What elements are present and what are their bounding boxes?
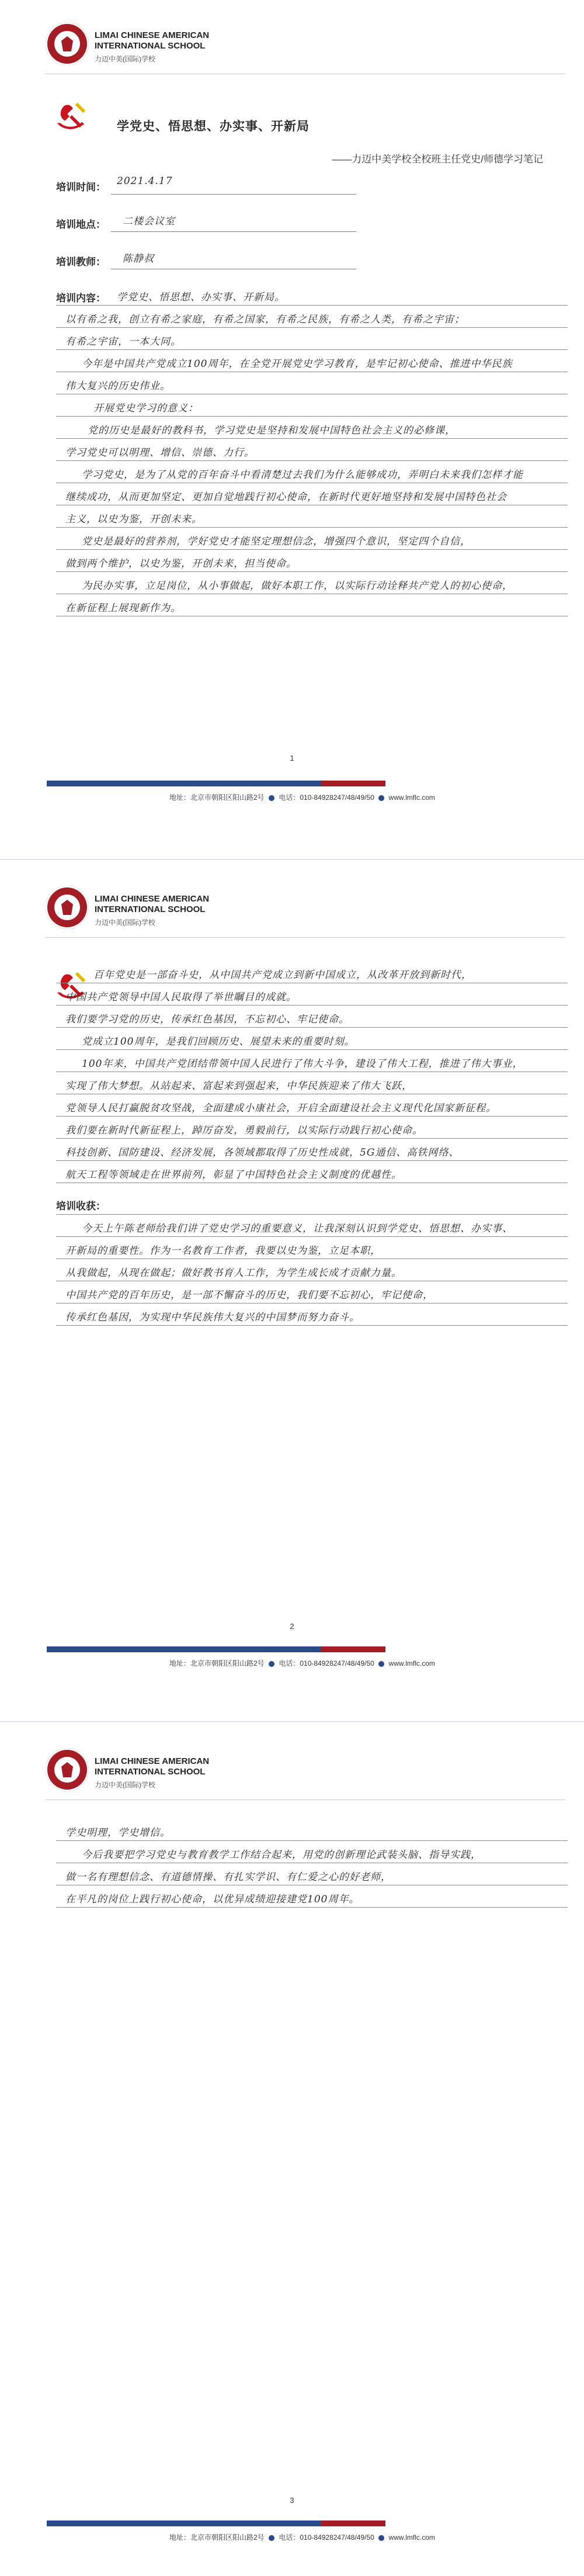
phone-icon: [269, 795, 274, 801]
teacher-value: 陈静叔: [123, 253, 154, 265]
rule: [56, 327, 568, 328]
footer-phone: 电话：010-84928247/48/49/50: [279, 1659, 374, 1667]
p1-line-2: 以有希之我，创立有希之家庭，有希之国家，有希之民族，有希之人类，有希之宇宙；: [65, 314, 465, 325]
phone-icon: [269, 1661, 274, 1667]
footer-accent: [321, 1646, 385, 1652]
school-logo: [46, 886, 89, 929]
footer-address: 地址：北京市朝阳区阳山路2号: [169, 2533, 265, 2542]
time-label: 培训时间：: [56, 182, 106, 193]
school-name-en-1: LIMAI CHINESE AMERICAN: [95, 30, 210, 40]
rule: [56, 438, 568, 439]
p1-line-15: 在新征程上展现新作为。: [65, 602, 181, 614]
rule: [56, 349, 568, 350]
p1-line-4: 今年是中国共产党成立100周年，在全党开展党史学习教育，是牢记初心使命、推进中华民族: [82, 358, 513, 370]
school-name-cn: 力迈中美(国际)学校: [95, 1781, 155, 1789]
p1-line-14: 为民办实事，立足岗位，从小事做起，做好本职工作，以实际行动诠释共产党人的初心使命，: [82, 580, 513, 592]
school-logo: [46, 22, 89, 65]
footer-bar: [47, 781, 321, 786]
harvest-label: 培训收获：: [56, 1201, 106, 1212]
globe-icon: [378, 795, 384, 801]
rule: [56, 1116, 568, 1117]
page-subtitle: ——力迈中美学校全校班主任党史/师德学习笔记: [332, 154, 543, 165]
p1-line-1: 学党史、悟思想、办实事、开新局。: [117, 292, 285, 303]
school-name-en-2: INTERNATIONAL SCHOOL: [95, 1767, 206, 1777]
rule: [56, 1160, 568, 1161]
rule: [56, 1840, 568, 1841]
p1-line-12: 党史是最好的营养剂，学好党史才能坚定理想信念，增强四个意识，坚定四个自信，: [82, 536, 471, 547]
school-name-en-1: LIMAI CHINESE AMERICAN: [95, 1756, 210, 1766]
p1-line-9: 学习党史，是为了从党的百年奋斗中看清楚过去我们为什么能够成功，弄明白未来我们怎样才能: [82, 469, 523, 481]
page-2: [0, 864, 584, 1717]
p3-line-4: 在平凡的岗位上践行初心使命，以优异成绩迎接建党100周年。: [65, 1894, 360, 1905]
school-name-en-1: LIMAI CHINESE AMERICAN: [95, 894, 210, 904]
footer-accent: [321, 2520, 385, 2526]
footer-info: [169, 2532, 435, 2542]
page-number-3: 3: [290, 2496, 294, 2505]
school-logo: [46, 1748, 89, 1791]
footer-bar: [47, 2520, 321, 2526]
p2-harvest-5: 传承红色基因，为实现中华民族伟大复兴的中国梦而努力奋斗。: [65, 1312, 360, 1323]
rule: [56, 416, 568, 417]
footer-bar: [47, 1646, 321, 1652]
school-name-cn: 力迈中美(国际)学校: [95, 55, 155, 63]
footer-info: [169, 1658, 435, 1668]
footer-info: [169, 792, 435, 802]
p2-harvest-4: 中国共产党的百年历史，是一部不懈奋斗的历史，我们要不忘初心，牢记使命，: [65, 1289, 433, 1301]
p2-line-4: 党成立100周年，是我们回顾历史、展望未来的重要时刻。: [82, 1036, 355, 1048]
p3-line-2: 今后我要把学习党史与教育教学工作结合起来，用党的创新理论武装头脑、指导实践，: [82, 1849, 481, 1861]
p1-line-10: 继续成功，从而更加坚定、更加自觉地践行初心使命，在新时代更好地坚持和发展中国特色社会: [65, 491, 507, 503]
p3-line-3: 做一名有理想信念、有道德情操、有扎实学识、有仁爱之心的好老师，: [65, 1871, 391, 1883]
school-name-cn: 力迈中美(国际)学校: [95, 918, 155, 927]
p2-line-7: 党领导人民打赢脱贫攻坚战，全面建成小康社会，开启全面建设社会主义现代化国家新征程。: [65, 1102, 496, 1114]
footer-phone: 电话：010-84928247/48/49/50: [279, 793, 374, 802]
time-underline: [111, 194, 356, 195]
rule: [56, 305, 568, 306]
rule: [56, 1236, 568, 1237]
page-title: 学党史、悟思想、办实事、开新局: [117, 120, 310, 133]
rule: [56, 1258, 568, 1259]
globe-icon: [378, 2535, 384, 2541]
page-number-1: 1: [290, 754, 294, 762]
school-name-en-2: INTERNATIONAL SCHOOL: [95, 904, 206, 914]
rule: [56, 549, 568, 550]
header-divider: [46, 937, 565, 938]
p2-line-9: 科技创新、国防建设、经济发展，各领域都取得了历史性成就，5G通信、高铁网络、: [65, 1147, 460, 1159]
p2-line-5: 100年来，中国共产党团结带领中国人民进行了伟大斗争，建设了伟大工程，推进了伟大事业，: [82, 1058, 523, 1070]
rule: [56, 527, 568, 528]
footer-accent: [321, 781, 385, 786]
rule: [56, 460, 568, 461]
p1-line-3: 有希之宇宙，一本大同。: [65, 336, 181, 348]
p1-line-11: 主义，以史为鉴，开创未来。: [65, 514, 202, 525]
p1-line-5: 伟大复兴的历史伟业。: [65, 380, 171, 392]
rule: [56, 1049, 568, 1050]
place-label: 培训地点：: [56, 219, 106, 230]
p2-line-6: 实现了伟大梦想。从站起来、富起来到强起来，中华民族迎来了伟大飞跃，: [65, 1080, 412, 1092]
footer-address: 地址：北京市朝阳区阳山路2号: [169, 1659, 265, 1667]
content-label: 培训内容：: [56, 293, 106, 304]
p1-line-7: 党的历史是最好的教科书，学习党史是坚持和发展中国特色社会主义的必修课，: [88, 425, 456, 436]
p2-line-2: 中国共产党领导中国人民取得了举世瞩目的成就。: [65, 991, 297, 1003]
p1-line-6: 开展党史学习的意义：: [93, 403, 199, 414]
teacher-label: 培训教师：: [56, 256, 106, 268]
p2-line-1: 百年党史是一部奋斗史，从中国共产党成立到新中国成立，从改革开放到新时代，: [93, 969, 472, 981]
rule: [56, 1027, 568, 1028]
p2-harvest-2: 开新局的重要性。作为一名教育工作者，我要以史为鉴，立足本职，: [65, 1245, 381, 1257]
rule: [56, 1214, 568, 1215]
page-separator: [0, 859, 584, 860]
place-underline: [111, 231, 356, 232]
rule: [56, 1325, 568, 1326]
footer-address: 地址：北京市朝阳区阳山路2号: [169, 793, 265, 802]
rule: [56, 1138, 568, 1139]
footer-website[interactable]: www.lmflc.com: [388, 793, 435, 802]
place-value: 二楼会议室: [123, 216, 175, 227]
footer-website[interactable]: www.lmflc.com: [388, 2533, 435, 2542]
page-number-2: 2: [290, 1622, 294, 1631]
school-name-en-2: INTERNATIONAL SCHOOL: [95, 41, 206, 51]
p1-line-13: 做到两个维护，以史为鉴，开创未来，担当使命。: [65, 558, 297, 570]
p2-harvest-3: 从我做起，从现在做起；做好教书育人工作，为学生成长成才贡献力量。: [65, 1267, 402, 1279]
footer-phone: 电话：010-84928247/48/49/50: [279, 2533, 374, 2542]
p2-harvest-1: 今天上午陈老师给我们讲了党史学习的重要意义，让我深刻认识到学党史、悟思想、办实事、: [82, 1223, 513, 1235]
footer-website[interactable]: www.lmflc.com: [388, 1659, 435, 1667]
time-value: 2021.4.17: [117, 175, 173, 187]
rule: [56, 1907, 568, 1908]
page-1: [0, 0, 584, 853]
page-3: [0, 1726, 584, 2576]
p1-line-8: 学习党史可以明理、增信、崇德、力行。: [65, 447, 255, 459]
p2-line-10: 航天工程等领域走在世界前列，彰显了中国特色社会主义制度的优越性。: [65, 1169, 402, 1181]
rule: [56, 1005, 568, 1006]
p2-line-3: 我们要学习党的历史，传承红色基因，不忘初心、牢记使命。: [65, 1014, 349, 1025]
p2-line-8: 我们要在新时代新征程上，踔厉奋发，勇毅前行，以实际行动践行初心使命。: [65, 1125, 423, 1136]
p3-line-1: 学史明理，学史增信。: [65, 1827, 171, 1839]
rule: [56, 571, 568, 572]
party-emblem-icon: [53, 98, 89, 134]
phone-icon: [269, 2535, 274, 2541]
page-separator: [0, 1721, 584, 1722]
globe-icon: [378, 1661, 384, 1667]
